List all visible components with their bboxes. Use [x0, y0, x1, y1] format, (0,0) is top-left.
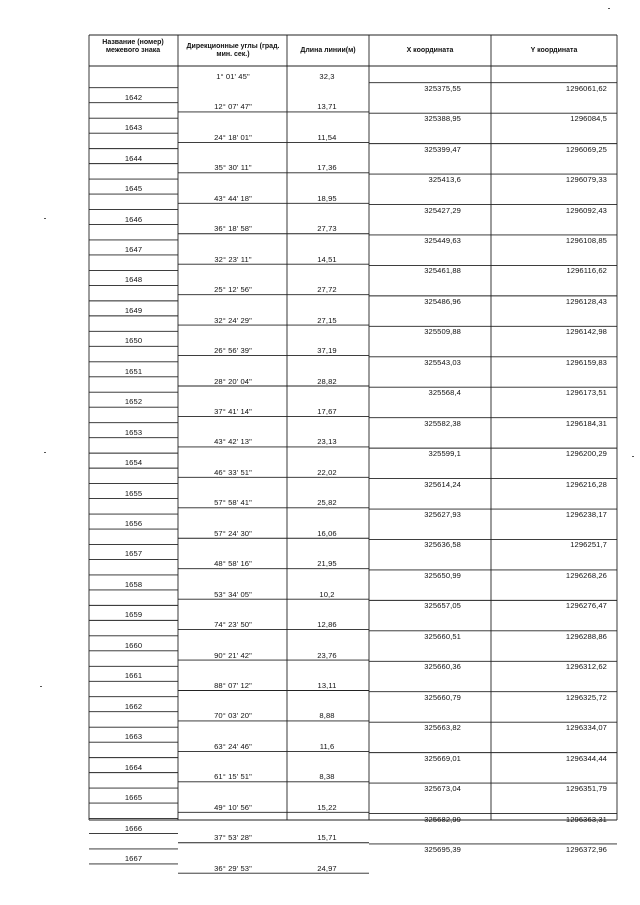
x-coordinate-cell: 325486,96: [424, 296, 461, 306]
angle-cell: 43° 44' 18": [214, 193, 252, 203]
length-cell: 17,36: [317, 163, 337, 173]
length-cell: 15,71: [317, 833, 337, 843]
angle-cell: 26° 56' 39": [214, 346, 252, 356]
x-coordinate-cell: 325388,95: [424, 114, 461, 124]
angle-cell: 48° 58' 16": [214, 559, 252, 569]
point-name-cell: 1666: [124, 823, 143, 833]
y-coordinate-cell: 1296116,62: [566, 266, 607, 276]
angle-cell: 37° 53' 28": [214, 833, 252, 843]
length-cell: 37,19: [317, 346, 337, 356]
x-coordinate-cell: 325614,24: [424, 479, 461, 489]
length-cell: 22,02: [317, 467, 337, 477]
y-coordinate-cell: 1296069,25: [565, 144, 607, 154]
point-name-cell: 1657: [124, 549, 143, 559]
y-coordinate-cell: 1296079,33: [565, 175, 607, 185]
x-coordinate-cell: 325695,39: [424, 844, 461, 854]
length-cell: 23,13: [317, 437, 337, 447]
y-coordinate-cell: 1296184,31: [565, 418, 607, 428]
y-coordinate-cell: 1296108,85: [565, 235, 607, 245]
point-name-cell: 1649: [124, 305, 143, 315]
point-name-cell: 1648: [124, 275, 143, 285]
x-coordinate-cell: 325650,99: [424, 570, 461, 580]
x-coordinate-cell: 325660,36: [424, 662, 461, 672]
length-cell: 25,82: [317, 498, 337, 508]
angle-cell: 32° 24' 29": [214, 315, 252, 325]
angle-cell: 61° 15' 51": [214, 772, 252, 782]
x-coordinate-cell: 325660,51: [424, 631, 461, 641]
x-coordinate-cell: 325509,88: [424, 327, 461, 337]
y-coordinate-cell: 1296173,51: [565, 388, 607, 398]
x-coordinate-cell: 325543,03: [424, 357, 461, 367]
scan-speck: [608, 8, 610, 9]
length-cell: 10,2: [319, 589, 335, 599]
angle-cell: 32° 23' 11": [214, 254, 252, 264]
header-name: Название (номер) межевого знака: [102, 39, 164, 54]
y-coordinate-cell: 1296200,29: [565, 449, 607, 459]
scan-speck: [632, 456, 634, 457]
angle-cell: 88° 07' 12": [214, 681, 252, 690]
x-coordinate-cell: 325461,88: [424, 266, 461, 276]
length-cell: 27,72: [317, 285, 337, 295]
length-cell: 15,22: [317, 802, 337, 812]
angle-cell: 24° 18' 01": [214, 132, 252, 142]
x-coordinate-cell: 325599,1: [428, 449, 461, 459]
length-cell: 17,67: [317, 406, 337, 416]
y-coordinate-cell: 1296276,47: [565, 601, 607, 611]
y-coordinate-cell: 1296325,72: [565, 692, 607, 702]
angle-cell: 70° 03' 20": [214, 711, 252, 721]
point-name-cell: 1661: [124, 671, 143, 681]
x-coordinate-cell: 325673,04: [424, 784, 461, 794]
angle-cell: 49° 10' 56": [214, 802, 252, 812]
y-coordinate-cell: 1296128,43: [565, 296, 607, 306]
scan-speck: [44, 218, 46, 219]
length-cell: 12,86: [317, 620, 337, 630]
x-coordinate-cell: 325427,29: [424, 205, 461, 215]
point-name-cell: 1659: [124, 610, 143, 620]
angle-cell: 35° 30' 11": [214, 163, 252, 173]
angle-cell: 53° 34' 05": [214, 589, 252, 599]
header-length: Длина линии(м): [300, 47, 356, 54]
point-name-cell: 1664: [124, 762, 143, 772]
point-name-cell: 1646: [124, 214, 143, 224]
point-name-cell: 1660: [124, 640, 143, 650]
y-coordinate-cell: 1296142,98: [565, 327, 607, 337]
point-name-cell: 1658: [124, 579, 143, 589]
angle-cell: 74° 23' 50": [214, 620, 252, 630]
y-coordinate-cell: 1296238,17: [565, 510, 607, 520]
y-coordinate-cell: 1296159,83: [565, 357, 607, 367]
point-name-cell: 1662: [124, 701, 143, 711]
point-name-cell: 1645: [124, 184, 143, 194]
length-cell: 11,6: [319, 741, 335, 751]
length-cell: 18,95: [317, 193, 337, 203]
length-cell: 8,38: [319, 772, 335, 782]
length-cell: 24,97: [317, 863, 337, 873]
point-name-cell: 1642: [124, 92, 143, 102]
point-name-cell: 1656: [124, 519, 143, 529]
angle-cell: 37° 41' 14": [214, 406, 252, 416]
x-coordinate-cell: 325657,05: [424, 601, 461, 611]
y-coordinate-cell: 1296344,44: [565, 753, 607, 763]
x-coordinate-cell: 325413,6: [428, 175, 461, 185]
angle-cell: 43° 42' 13": [214, 437, 252, 447]
y-coordinate-cell: 1296351,79: [565, 784, 607, 794]
x-coordinate-cell: 325375,55: [424, 83, 461, 93]
length-cell: 21,95: [317, 559, 337, 569]
x-coordinate-cell: 325627,93: [424, 510, 461, 520]
x-coordinate-cell: 325669,01: [424, 753, 461, 763]
point-name-cell: 1647: [124, 244, 143, 254]
y-coordinate-cell: 1296092,43: [565, 205, 607, 215]
header-angle: Дирекционные углы (град. мин. сек.): [186, 43, 280, 58]
angle-cell: 25° 12' 56": [214, 285, 252, 295]
x-coordinate-cell: 325449,63: [424, 235, 461, 245]
angle-cell: 57° 24' 30": [214, 528, 252, 538]
length-cell: 14,51: [317, 254, 337, 264]
length-cell: 8,88: [319, 711, 335, 721]
point-name-cell: 1653: [124, 427, 143, 437]
angle-cell: 12° 07' 47": [214, 102, 252, 112]
x-coordinate-cell: 325636,58: [424, 540, 461, 550]
y-coordinate-cell: 1296084,5: [570, 114, 607, 124]
point-name-cell: 1655: [124, 488, 143, 498]
point-name-cell: 1652: [124, 397, 143, 407]
length-cell: 32,3: [319, 72, 335, 81]
angle-cell: 63° 24' 46": [214, 741, 252, 751]
length-cell: 28,82: [317, 376, 337, 386]
length-cell: 27,15: [317, 315, 337, 325]
length-cell: 23,76: [317, 650, 337, 660]
angle-cell: 57° 58' 41": [214, 498, 252, 508]
length-cell: 11,54: [317, 132, 337, 142]
length-cell: 13,11: [317, 681, 337, 690]
y-coordinate-cell: 1296363,31: [565, 814, 607, 824]
angle-cell: 36° 18' 58": [214, 224, 252, 234]
scan-speck: [44, 452, 46, 453]
point-name-cell: 1643: [124, 123, 143, 133]
point-name-cell: 1663: [124, 732, 143, 742]
scan-speck: [40, 686, 42, 687]
point-name-cell: 1651: [124, 366, 143, 376]
x-coordinate-cell: 325399,47: [424, 144, 461, 154]
x-coordinate-cell: 325582,38: [424, 418, 461, 428]
y-coordinate-cell: 1296251,7: [570, 540, 607, 550]
point-name-cell: 1654: [124, 458, 143, 468]
y-coordinate-cell: 1296334,07: [565, 723, 607, 733]
angle-cell: 46° 33' 51": [214, 467, 252, 477]
length-cell: 16,06: [317, 528, 337, 538]
x-coordinate-cell: 325682,99: [424, 814, 461, 824]
y-coordinate-cell: 1296061,62: [565, 83, 607, 93]
angle-cell: 1° 01' 45": [216, 72, 250, 81]
y-coordinate-cell: 1296268,26: [565, 570, 607, 580]
header-x: X координата: [406, 47, 454, 54]
x-coordinate-cell: 325660,79: [424, 692, 461, 702]
header-y: Y координата: [530, 47, 578, 54]
angle-cell: 90° 21' 42": [214, 650, 252, 660]
y-coordinate-cell: 1296288,86: [565, 631, 607, 641]
y-coordinate-cell: 1296216,28: [565, 479, 607, 489]
length-cell: 13,71: [317, 102, 337, 112]
point-name-cell: 1665: [124, 793, 143, 803]
point-name-cell: 1644: [124, 153, 143, 163]
x-coordinate-cell: 325663,82: [424, 723, 461, 733]
y-coordinate-cell: 1296312,62: [565, 662, 607, 672]
x-coordinate-cell: 325568,4: [428, 388, 461, 398]
angle-cell: 28° 20' 04": [214, 376, 252, 386]
point-name-cell: 1650: [124, 336, 143, 346]
length-cell: 27,73: [317, 224, 337, 234]
angle-cell: 36° 29' 53": [214, 863, 252, 873]
y-coordinate-cell: 1296372,96: [565, 844, 607, 854]
point-name-cell: 1667: [124, 853, 143, 863]
